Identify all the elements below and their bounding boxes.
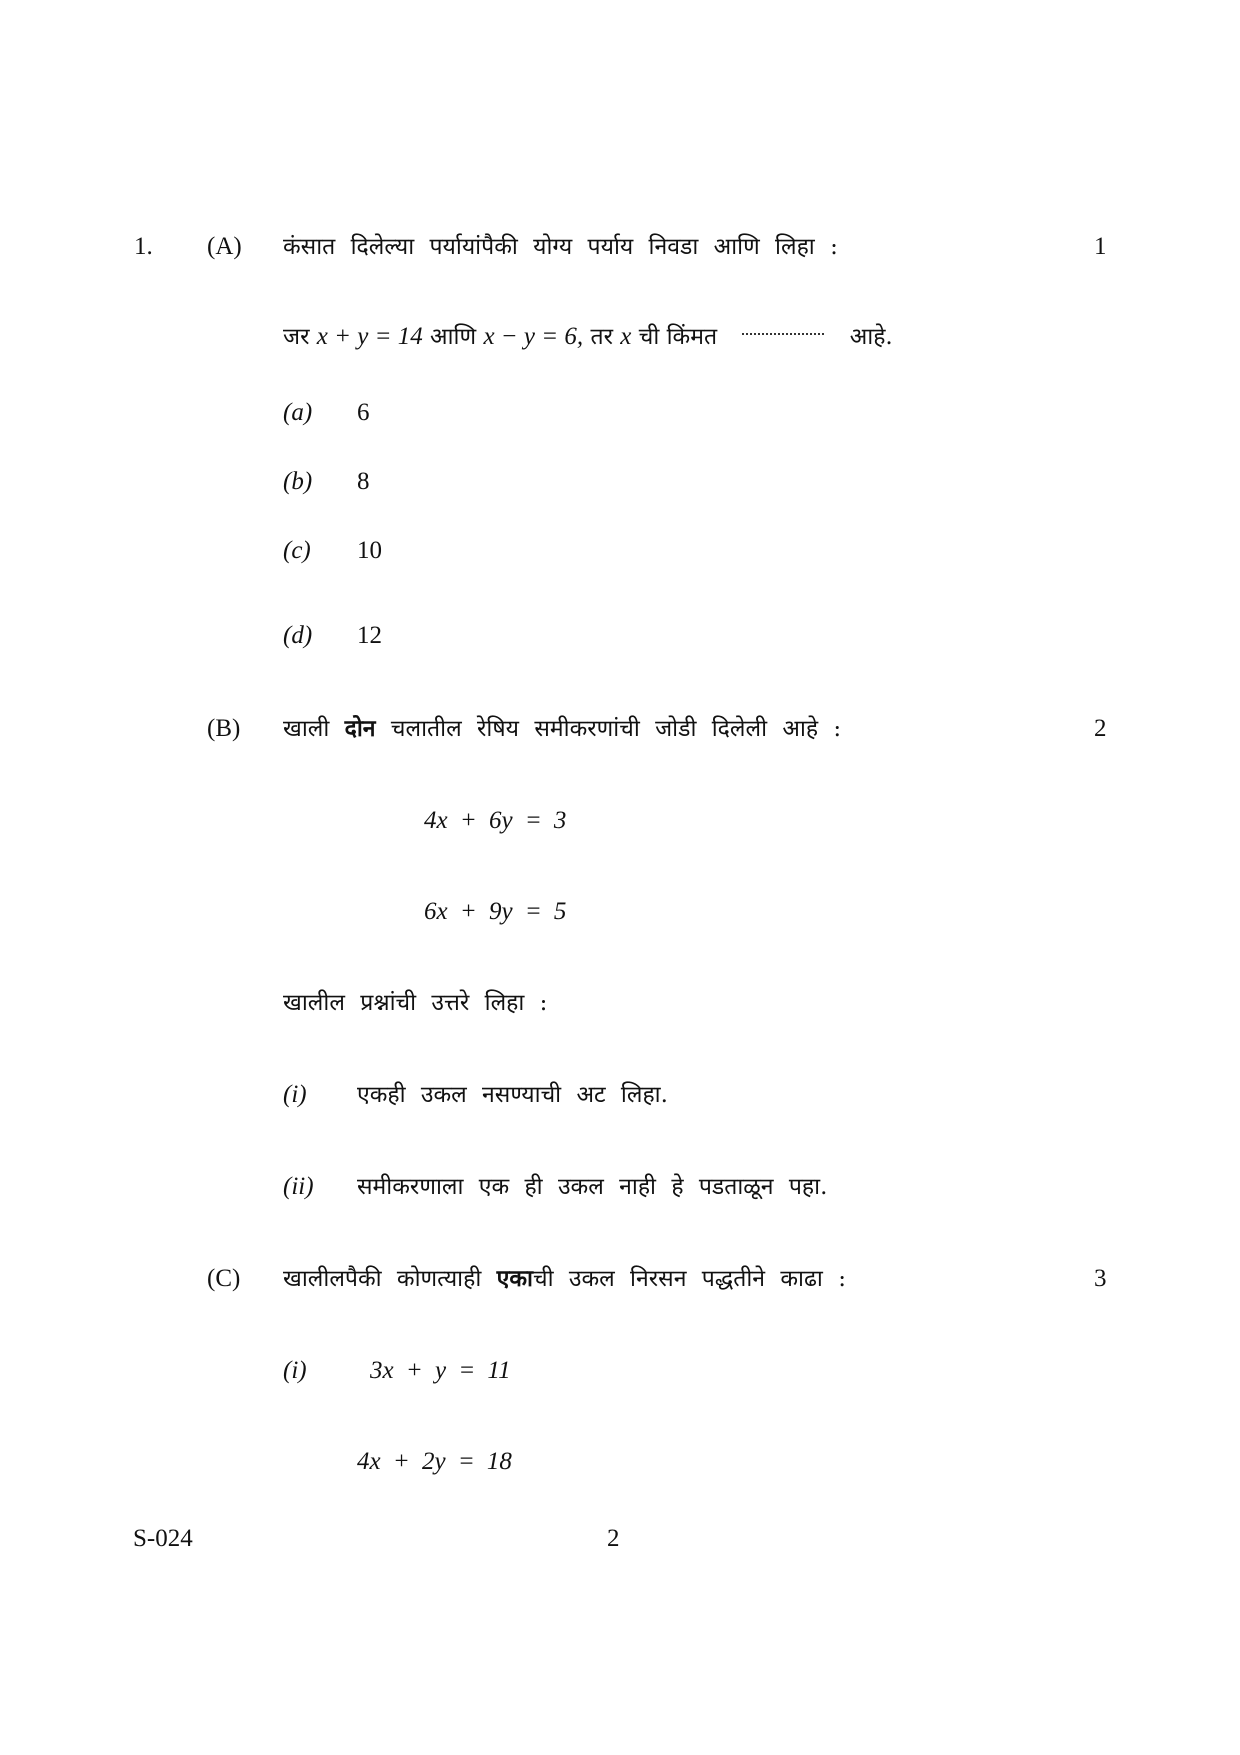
stem-text-if: जर [283, 324, 310, 350]
part-b-label: (B) [207, 715, 241, 742]
stem-equation-1: x + y = 14 [316, 323, 423, 350]
option-value: 6 [357, 399, 370, 426]
option-label: (c) [283, 537, 311, 564]
paper-code: S-024 [133, 1525, 193, 1552]
part-b-instruction [283, 714, 841, 744]
sub-part-label: (ii) [283, 1173, 314, 1200]
part-c-instruction [283, 1264, 846, 1294]
part-b-instr-post: चलातील रेषिय समीकरणांची जोडी दिलेली आहे : [390, 716, 842, 742]
stem-variable: x [620, 323, 632, 350]
part-a-instruction: कंसात दिलेल्या पर्यायांपैकी योग्य पर्याय निवडा आणि लिहा : [283, 234, 838, 260]
part-a-stem [283, 322, 893, 352]
option-label: (d) [283, 622, 313, 649]
sub-part-text: एकही उकल नसण्याची अट लिहा. [357, 1082, 668, 1108]
part-b-equation-2: 6x + 9y = 5 [424, 898, 567, 925]
option-value: 8 [357, 468, 370, 495]
option-value: 10 [357, 537, 382, 564]
part-c-equation-2: 4x + 2y = 18 [357, 1448, 512, 1475]
part-b-equation-1: 4x + 6y = 3 [424, 807, 567, 834]
option-label: (b) [283, 468, 313, 495]
part-c-instr-post: ची उकल निरसन पद्धतीने काढा : [532, 1266, 846, 1292]
part-a-marks: 1 [1094, 233, 1107, 260]
stem-equation-2: x − y = 6, [483, 323, 584, 350]
part-c-instr-bold: एका [496, 1265, 533, 1292]
part-b-sub-instruction: खालील प्रश्नांची उत्तरे लिहा : [283, 990, 548, 1016]
part-c-label: (C) [207, 1265, 241, 1292]
part-b-instr-pre: खाली [283, 716, 330, 742]
stem-text-and: आणि [430, 324, 477, 350]
answer-blank [742, 333, 824, 335]
part-b-instr-bold: दोन [344, 715, 376, 742]
part-c-marks: 3 [1094, 1265, 1107, 1292]
part-c-sub-label: (i) [283, 1357, 307, 1384]
stem-text-end: आहे. [849, 324, 893, 350]
option-value: 12 [357, 622, 382, 649]
sub-part-label: (i) [283, 1081, 307, 1108]
part-b-marks: 2 [1094, 715, 1107, 742]
question-number: 1. [134, 233, 153, 260]
page-number: 2 [607, 1525, 620, 1552]
sub-part-text: समीकरणाला एक ही उकल नाही हे पडताळून पहा. [357, 1174, 828, 1200]
part-c-equation-1: 3x + y = 11 [370, 1357, 511, 1384]
part-a-label: (A) [207, 233, 242, 260]
part-c-instr-pre: खालीलपैकी कोणत्याही [283, 1266, 482, 1292]
option-label: (a) [283, 399, 313, 426]
stem-text-then: तर [590, 324, 613, 350]
stem-text-value: ची किंमत [638, 324, 718, 350]
